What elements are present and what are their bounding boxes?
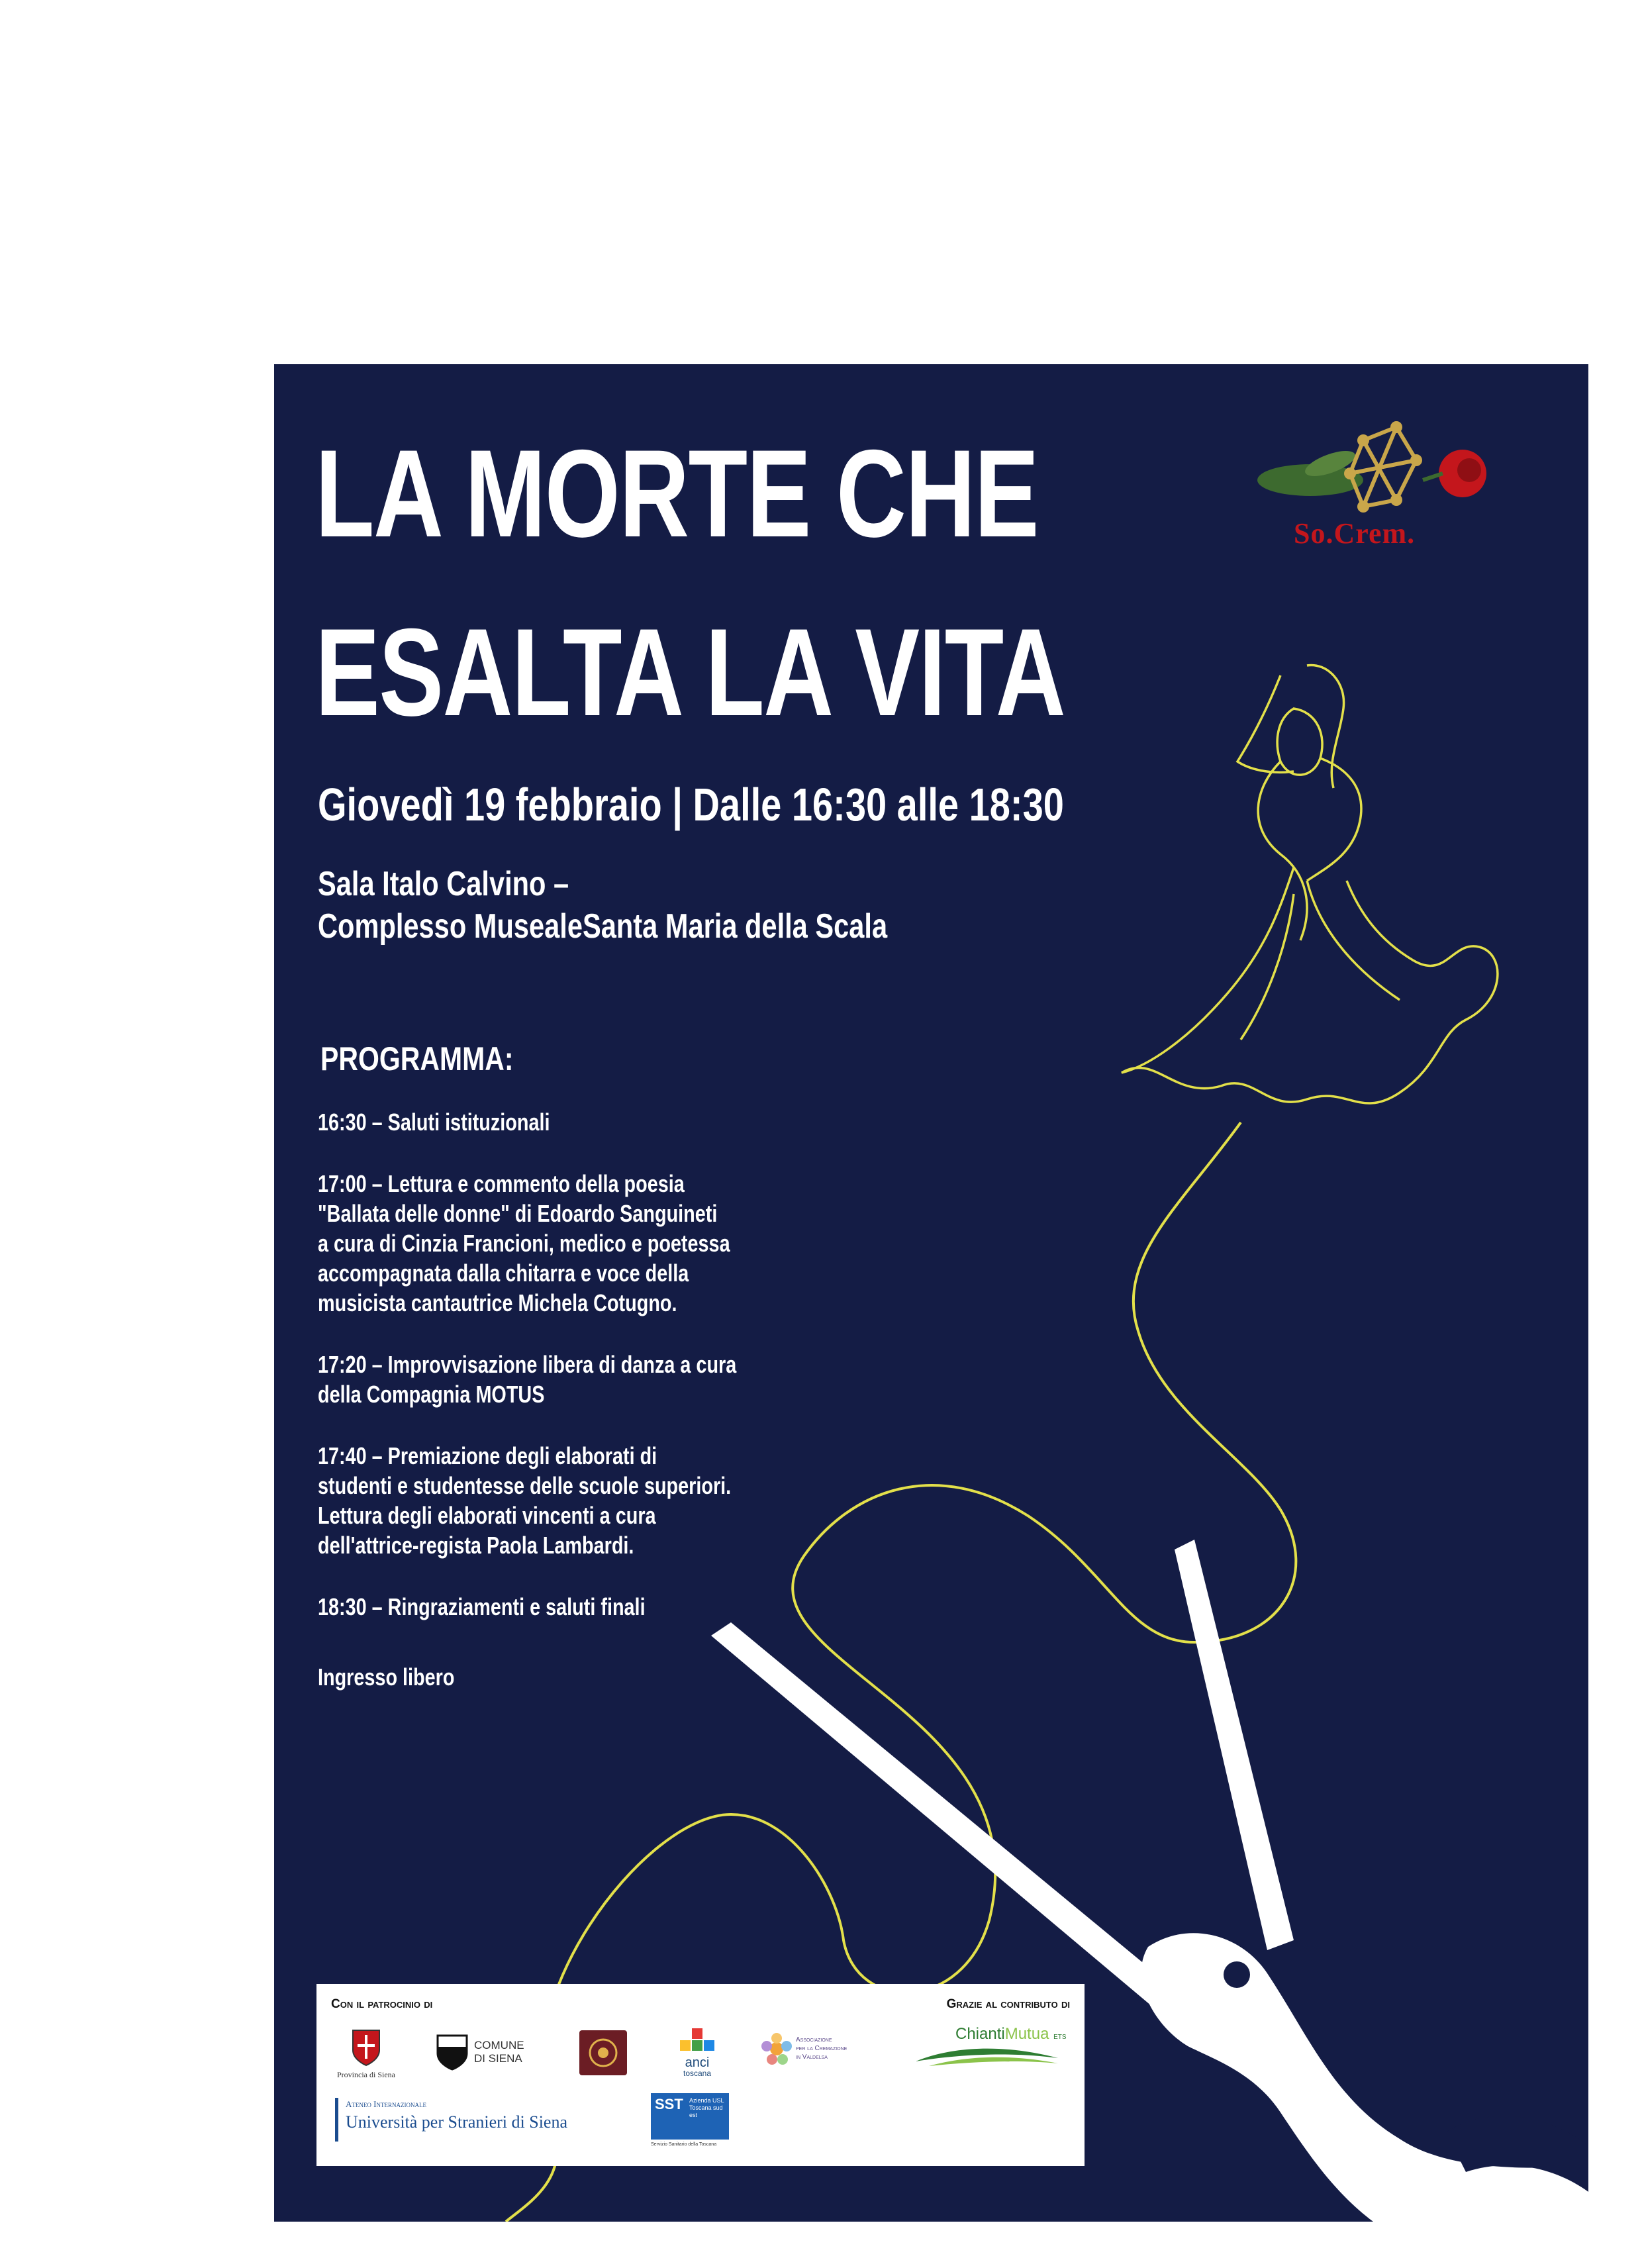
programme-item bbox=[318, 1169, 736, 1318]
programme-line: 18:30 – Ringraziamenti e saluti finali bbox=[318, 1593, 646, 1620]
asl-toscana-logo bbox=[651, 2093, 730, 2153]
balzana-shield-icon bbox=[436, 2034, 469, 2071]
assoc-line-3: in Valdelsa bbox=[796, 2053, 828, 2061]
programme-line: 16:30 – Saluti istituzionali bbox=[318, 1109, 550, 1136]
comune-line-1: COMUNE bbox=[474, 2039, 524, 2051]
associazione-cremazione-logo bbox=[760, 2029, 876, 2075]
title-line-1: LA MORTE CHE bbox=[315, 424, 1038, 563]
free-entry-note: Ingresso libero bbox=[318, 1663, 455, 1691]
socrem-logo bbox=[1251, 407, 1499, 533]
anci-toscana-logo bbox=[671, 2027, 724, 2078]
programme-line: musicista cantautrice Michela Cotugno. bbox=[318, 1289, 677, 1316]
poster bbox=[274, 364, 1588, 2222]
programme-item bbox=[318, 1592, 736, 1622]
unistrasi-logo bbox=[335, 2096, 626, 2149]
anci-line-2: toscana bbox=[683, 2069, 712, 2078]
chianti-hills-icon bbox=[916, 2045, 1061, 2071]
provincia-crest-icon bbox=[350, 2027, 383, 2067]
provincia-siena-logo bbox=[336, 2027, 396, 2080]
dancer-outline bbox=[1122, 665, 1498, 1103]
programme-line: 17:00 – Lettura e commento della poesia bbox=[318, 1170, 685, 1197]
event-venue bbox=[318, 863, 887, 948]
anci-line-1: anci bbox=[685, 2055, 710, 2070]
comune-siena-logo bbox=[436, 2034, 548, 2073]
venue-line-1: Sala Italo Calvino – bbox=[318, 865, 569, 903]
poster-title bbox=[315, 404, 1065, 762]
chianti-word: Chianti bbox=[955, 2025, 1005, 2043]
institution-emblem-icon bbox=[578, 2029, 628, 2077]
programme-line: 17:20 – Improvvisazione libera di danza a cura bbox=[318, 1351, 737, 1378]
assoc-line-1: Associazione bbox=[796, 2036, 832, 2044]
sponsor-strip bbox=[316, 1984, 1085, 2166]
provincia-label: Provincia di Siena bbox=[337, 2070, 395, 2079]
programme-heading: PROGRAMMA: bbox=[320, 1040, 514, 1077]
chianti-mutua-logo bbox=[916, 2025, 1068, 2071]
contribution-label: Grazie al contributo di bbox=[946, 1997, 1070, 2011]
title-line-2: ESALTA LA VITA bbox=[315, 603, 1065, 742]
comune-line-2: DI SIENA bbox=[474, 2052, 522, 2065]
programme-item bbox=[318, 1350, 736, 1409]
venue-line-2: Complesso MusealeSanta Maria della Scala bbox=[318, 907, 888, 946]
programme-line: a cura di Cinzia Francioni, medico e poetessa bbox=[318, 1230, 730, 1257]
programme-line: 17:40 – Premiazione degli elaborati di bbox=[318, 1442, 657, 1469]
programme-line: dell'attrice-regista Paola Lambardi. bbox=[318, 1532, 634, 1559]
event-date: Giovedì 19 febbraio | Dalle 16:30 alle 18:30 bbox=[318, 779, 1064, 830]
patronage-label: Con il patrocinio di bbox=[331, 1997, 433, 2011]
asl-line-3: Servizio Sanitario della Toscana bbox=[651, 2142, 717, 2147]
socrem-brand-name: So.Crem. bbox=[1294, 517, 1416, 550]
programme-line: Lettura degli elaborati vincenti a cura bbox=[318, 1502, 656, 1529]
programme-item bbox=[318, 1107, 736, 1137]
unistrasi-line-2: Università per Stranieri di Siena bbox=[346, 2112, 568, 2132]
ets-word: ETS bbox=[1053, 2034, 1067, 2041]
anci-squares-icon bbox=[677, 2027, 717, 2053]
programme-line: studenti e studentesse delle scuole superiori. bbox=[318, 1472, 732, 1499]
asl-line-1: SST bbox=[655, 2096, 683, 2112]
programme-list bbox=[318, 1107, 736, 1653]
programme-item bbox=[318, 1441, 736, 1560]
flower-icon bbox=[760, 2029, 793, 2073]
programme-line: accompagnata dalla chitarra e voce della bbox=[318, 1259, 689, 1287]
unistrasi-line-1: Ateneo Internazionale bbox=[346, 2099, 426, 2109]
programme-line: "Ballata delle donne" di Edoardo Sanguineti bbox=[318, 1200, 718, 1227]
unistrasi-bar bbox=[335, 2098, 338, 2142]
programme-line: della Compagnia MOTUS bbox=[318, 1381, 545, 1408]
mutua-word: Mutua bbox=[1004, 2025, 1049, 2043]
assoc-line-2: per la Cremazione bbox=[796, 2045, 847, 2052]
asl-line-2: Azienda USL Toscana sud est bbox=[689, 2097, 724, 2118]
